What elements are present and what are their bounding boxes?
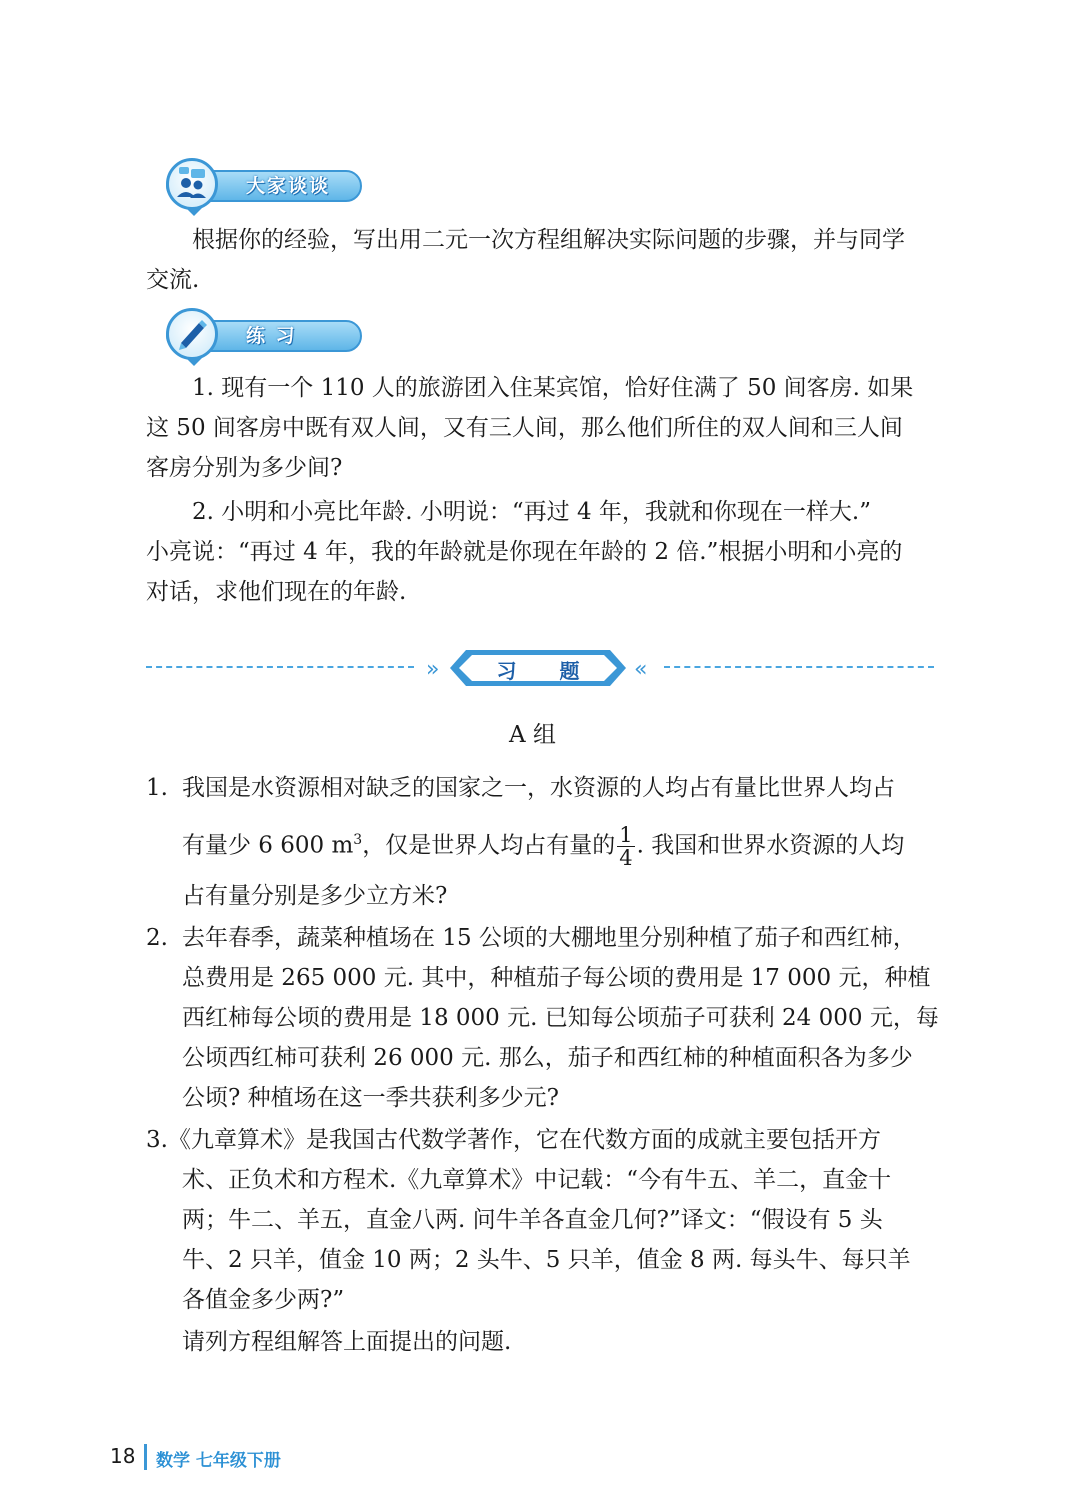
exercise-3-line-6: 请列方程组解答上面提出的问题. (182, 1329, 512, 1355)
talk-section-badge (146, 166, 386, 206)
practice-question-2: 2. 小明和小亮比年龄. 小明说：“再过 4 年，我就和你现在一样大.” 小亮说：“再过 4 年，我的年龄就是你现在年龄的 2 倍.”根据小明和小亮的 对话，求他们现在的年龄. (146, 499, 903, 605)
exercise-2-line-2: 总费用是 265 000 元. 其中，种植茄子每公顷的费用是 17 000 元，种植 (182, 965, 931, 991)
people-talk-icon (166, 158, 218, 210)
exercise-1-line-2: 有量少 6 600 $m^3$，仅是世界人均占有量的 $\frac{1}{4}$ . 我国和世界水资源的人均 (182, 823, 905, 871)
exercise-3-line-5: 各值金多少两?” (182, 1287, 345, 1313)
exercise-section-badge (426, 648, 648, 688)
svg-text:«: « (634, 657, 648, 682)
exercise-3-line-4: 牛、2 只羊，值金 10 两；2 头牛、5 只羊，值金 8 两. 每头牛、每只羊 (182, 1247, 911, 1273)
pencil-icon (166, 308, 218, 360)
talk-badge-pointer (186, 208, 202, 216)
exercise-2-line-3: 西红柿每公顷的费用是 18 000 元. 已知每公顷茄子可获利 24 000 元，每 (182, 1005, 939, 1031)
page-number: 18 (110, 1444, 136, 1468)
exercise-3-line-2: 术、正负术和方程术.《九章算术》中记载：“今有牛五、羊二，直金十 (182, 1167, 892, 1193)
practice-section-badge (146, 316, 386, 356)
exercise-divider-left (146, 666, 414, 670)
book-title: 数学 七年级下册 (156, 1451, 281, 1471)
exercise-1-line-3: 占有量分别是多少立方米? (182, 883, 448, 909)
exercise-divider-right (664, 666, 934, 670)
exercise-3-line-3: 两；牛二、羊五，直金八两. 问牛羊各直金几何?”译文：“假设有 5 头 (182, 1207, 883, 1233)
svg-text:»: » (426, 657, 440, 682)
practice-question-1: 1. 现有一个 110 人的旅游团入住某宾馆，恰好住满了 50 间客房. 如果 这 50 间客房中既有双人间，又有三人间，那么他们所住的双人间和三人间 客房分别为多少间? (146, 375, 914, 481)
practice-badge-pointer (186, 358, 202, 366)
group-title: A 组 (509, 722, 556, 748)
talk-badge-label: 大家谈谈 (246, 175, 331, 197)
exercise-badge-label: 习 题 (496, 659, 598, 683)
talk-paragraph: 根据你的经验，写出用二元一次方程组解决实际问题的步骤，并与同学 交流. (146, 227, 905, 293)
practice-badge-label: 练 习 (246, 325, 297, 347)
exercise-2-line-5: 公顷? 种植场在这一季共获利多少元? (182, 1085, 559, 1111)
exercise-2-line-4: 公顷西红柿可获利 26 000 元. 那么，茄子和西红柿的种植面积各为多少 (182, 1045, 913, 1071)
footer-divider (144, 1444, 147, 1470)
fraction-one-quarter: $\frac{1}{4}$ (619, 823, 633, 871)
